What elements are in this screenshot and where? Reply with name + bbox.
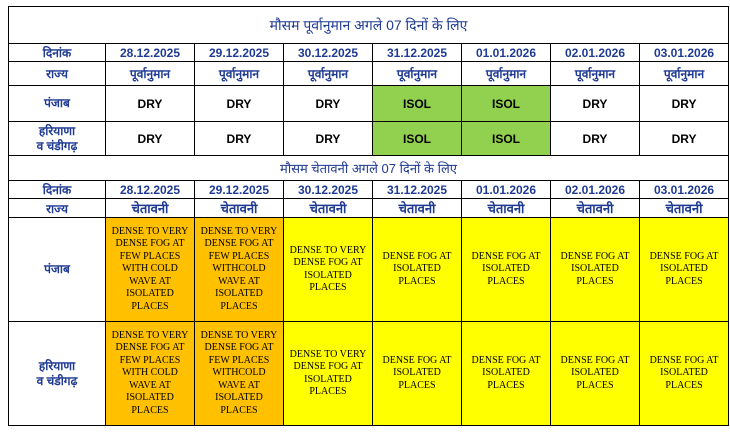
warning-line: DENSE FOG AT [560,354,630,366]
forecast-cell: ISOL [462,122,551,156]
warning-line: DENSE FOG AT [471,250,541,262]
warning-line: DENSE FOG AT [204,342,274,354]
forecast-column-label: पूर्वानुमान [106,62,195,86]
warning-line: PLACES [576,275,614,287]
warning-cell [640,322,729,426]
warning-column-label: चेतावनी [106,199,195,218]
warning-cell [373,322,462,426]
date-cell: 29.12.2025 [195,44,284,62]
warning-line: DENSE FOG AT [560,250,630,262]
forecast-cell: DRY [551,86,640,122]
warning-cell [462,218,551,322]
weather-table [8,6,729,426]
forecast-cell: DRY [195,86,284,122]
warning-line: PLACES [487,275,525,287]
warning-cell [195,322,284,426]
warning-line: WAVE AT [129,275,171,287]
forecast-cell: DRY [195,122,284,156]
date-cell: 31.12.2025 [373,181,462,199]
warning-cell [551,218,640,322]
forecast-row-haryana [9,122,729,156]
warning-line: DENSE FOG AT [293,257,363,268]
date-label: दिनांक [9,181,106,199]
warning-cell [462,322,551,426]
state-label: राज्य [9,62,106,86]
date-cell: 03.01.2026 [640,181,729,199]
warning-line: WITHCOLD [212,367,266,379]
date-cell: 30.12.2025 [284,44,373,62]
state-name-line2: व चंडीगढ़ [36,138,78,153]
warning-row-punjab [9,218,729,322]
warning-line: DENSE FOG AT [382,250,452,262]
warning-row-haryana [9,322,729,426]
forecast-row-punjab [9,86,729,122]
warning-line: PLACES [398,379,436,391]
warning-cell [106,322,195,426]
warning-line: ISOLATED [482,367,530,379]
state-name-line1: हरियाणा [38,123,76,138]
warning-column-label: चेतावनी [640,199,729,218]
date-label: दिनांक [9,44,106,62]
warning-line: PLACES [665,379,703,391]
warning-line: DENSE FOG AT [115,238,185,250]
warning-line: ISOLATED [304,269,352,281]
warning-column-label: चेतावनी [195,199,284,218]
warning-line: ISOLATED [126,392,174,404]
date-cell: 31.12.2025 [373,44,462,62]
warning-line: DENSE TO VERY [289,348,367,360]
warning-column-label: चेतावनी [462,199,551,218]
warning-line: ISOLATED [393,263,441,275]
warning-line: DENSE TO VERY [200,329,278,341]
date-cell: 30.12.2025 [284,181,373,199]
warning-cell [284,218,373,322]
warning-line: DENSE FOG AT [115,342,185,354]
forecast-cell: DRY [284,122,373,156]
warning-line: DENSE FOG AT [204,238,274,250]
forecast-title: मौसम पूर्वानुमान अगले 07 दिनों के लिए [9,7,729,44]
date-cell: 29.12.2025 [195,181,284,199]
warning-line: FEW PLACES [119,354,181,366]
forecast-cell: DRY [551,122,640,156]
warning-line: ISOLATED [393,367,441,379]
forecast-cell: ISOL [462,86,551,122]
warning-line: PLACES [131,300,169,312]
warning-line: ISOLATED [126,288,174,300]
warning-column-label: चेतावनी [551,199,640,218]
forecast-cell: DRY [640,122,729,156]
warning-cell [373,218,462,322]
warning-line: DENSE FOG AT [293,361,363,372]
warning-line: DENSE FOG AT [649,354,719,366]
forecast-column-label: पूर्वानुमान [373,62,462,86]
warning-line: DENSE TO VERY [111,329,189,341]
forecast-cell: DRY [106,122,195,156]
warning-cell [195,218,284,322]
warning-line: PLACES [131,404,169,416]
state-name: पंजाब [9,86,106,122]
warning-line: PLACES [576,379,614,391]
forecast-column-label: पूर्वानुमान [640,62,729,86]
forecast-cell: DRY [284,86,373,122]
warning-line: WAVE AT [218,379,260,391]
warning-line: ISOLATED [215,392,263,404]
warning-line: ISOLATED [215,288,263,300]
warning-line: WAVE AT [218,275,260,287]
date-cell: 28.12.2025 [106,181,195,199]
warning-line: ISOLATED [660,367,708,379]
state-name [9,322,106,426]
warning-line: WAVE AT [129,379,171,391]
warning-line: PLACES [220,404,258,416]
warning-line: FEW PLACES [208,354,270,366]
warning-line: WITHCOLD [212,263,266,275]
warning-line: ISOLATED [660,263,708,275]
warning-cell [640,218,729,322]
forecast-cell: DRY [106,86,195,122]
warning-cell [284,322,373,426]
warning-line: PLACES [398,275,436,287]
date-cell: 01.01.2026 [462,181,551,199]
warning-line: WITH COLD [122,263,178,275]
warning-line: DENSE FOG AT [471,354,541,366]
warning-title: मौसम चेतावनी अगले 07 दिनों के लिए [9,156,729,181]
state-name-line2: व चंडीगढ़ [36,373,78,388]
forecast-column-label: पूर्वानुमान [462,62,551,86]
forecast-column-label: पूर्वानुमान [195,62,284,86]
date-cell: 28.12.2025 [106,44,195,62]
warning-line: ISOLATED [304,373,352,385]
date-cell: 02.01.2026 [551,181,640,199]
warning-line: PLACES [220,300,258,312]
warning-line: PLACES [309,386,347,397]
warning-column-label: चेतावनी [284,199,373,218]
warning-line: PLACES [665,275,703,287]
warning-line: DENSE TO VERY [111,225,189,237]
state-name [9,122,106,156]
forecast-cell: ISOL [373,86,462,122]
date-cell: 03.01.2026 [640,44,729,62]
warning-line: DENSE TO VERY [200,225,278,237]
warning-line: DENSE TO VERY [289,244,367,256]
state-name: पंजाब [9,218,106,322]
forecast-column-label: पूर्वानुमान [551,62,640,86]
warning-line: FEW PLACES [208,250,270,262]
warning-line: PLACES [487,379,525,391]
forecast-cell: ISOL [373,122,462,156]
warning-line: PLACES [309,282,347,293]
warning-line: ISOLATED [571,367,619,379]
date-cell: 01.01.2026 [462,44,551,62]
date-cell: 02.01.2026 [551,44,640,62]
forecast-cell: DRY [640,86,729,122]
warning-line: DENSE FOG AT [649,250,719,262]
warning-line: ISOLATED [571,263,619,275]
warning-cell [551,322,640,426]
forecast-column-label: पूर्वानुमान [284,62,373,86]
state-label: राज्य [9,199,106,218]
warning-column-label: चेतावनी [373,199,462,218]
warning-line: FEW PLACES [119,250,181,262]
state-name-line1: हरियाणा [38,358,76,373]
warning-line: WITH COLD [122,367,178,379]
warning-cell [106,218,195,322]
warning-line: DENSE FOG AT [382,354,452,366]
warning-line: ISOLATED [482,263,530,275]
